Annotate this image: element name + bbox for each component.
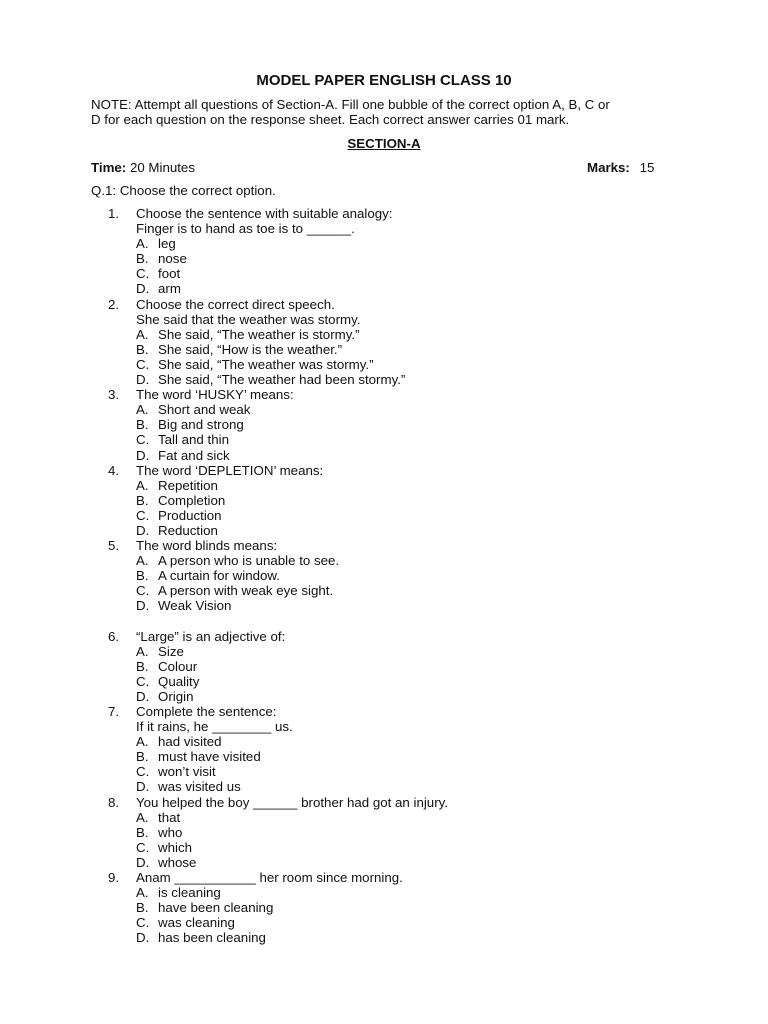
option-letter: C. — [136, 507, 150, 523]
option-text: arm — [158, 281, 181, 297]
question-item — [108, 795, 668, 870]
option-text: who — [158, 824, 183, 840]
answer-option — [108, 327, 668, 342]
time-value: 20 Minutes — [129, 160, 195, 175]
question-text: Anam ___________ her room since morning. — [136, 870, 403, 886]
question-number: 2. — [108, 296, 120, 312]
question-item — [108, 387, 668, 462]
option-text: that — [158, 809, 181, 825]
question-text: The word ‘HUSKY’ means: — [136, 387, 294, 403]
option-text: was visited us — [158, 779, 241, 795]
option-letter: D. — [136, 598, 150, 614]
question-item — [108, 704, 668, 795]
question-stem: Finger is to hand as toe is to ______. — [136, 221, 355, 237]
option-letter: B. — [136, 568, 149, 584]
option-text: She said, “How is the weather.” — [158, 341, 343, 357]
option-letter: B. — [136, 492, 149, 508]
marks-label: Marks: — [587, 160, 630, 175]
question-item — [108, 538, 668, 613]
option-letter: A. — [136, 734, 149, 750]
option-text: A person with weak eye sight. — [158, 583, 334, 599]
option-letter: B. — [136, 251, 149, 267]
question-text: You helped the boy ______ brother had got an injury. — [136, 794, 448, 810]
answer-option — [108, 251, 668, 266]
instructions-note — [91, 97, 691, 127]
answer-option — [108, 236, 668, 251]
option-letter: A. — [136, 809, 149, 825]
question-number: 9. — [108, 870, 120, 886]
option-letter: A. — [136, 553, 149, 569]
option-text: has been cleaning — [158, 930, 266, 946]
option-text: won’t visit — [158, 764, 216, 780]
option-letter: C. — [136, 356, 150, 372]
option-letter: D. — [136, 930, 150, 946]
option-text: which — [158, 839, 192, 855]
question-number: 5. — [108, 538, 120, 554]
question-row — [108, 795, 668, 810]
answer-option — [108, 478, 668, 493]
option-letter: D. — [136, 688, 150, 704]
answer-option — [108, 764, 668, 779]
option-letter: D. — [136, 854, 150, 870]
question-row — [108, 387, 668, 402]
answer-option — [108, 448, 668, 463]
option-text: have been cleaning — [158, 900, 274, 916]
question-item — [108, 870, 668, 945]
answer-option — [108, 930, 668, 945]
answer-option — [108, 432, 668, 447]
answer-option — [108, 810, 668, 825]
option-letter: C. — [136, 266, 150, 282]
option-text: Colour — [158, 658, 198, 674]
option-text: Reduction — [158, 522, 218, 538]
option-text: is cleaning — [158, 885, 221, 901]
time-info — [91, 160, 195, 175]
option-letter: A. — [136, 885, 149, 901]
question-row — [108, 629, 668, 644]
option-text: A curtain for window. — [158, 568, 280, 584]
option-text: She said, “The weather is stormy.” — [158, 326, 360, 342]
note-line: NOTE: Attempt all questions of Section-A. Fill one bubble of the correct option A, B, C or — [91, 97, 610, 112]
time-label: Time: — [91, 160, 127, 175]
option-letter: B. — [136, 749, 149, 765]
question-row — [108, 206, 668, 221]
answer-option — [108, 598, 668, 613]
question-text: Choose the sentence with suitable analogy: — [136, 206, 393, 221]
answer-option — [108, 885, 668, 900]
option-text: Tall and thin — [158, 432, 229, 448]
question-row — [108, 463, 668, 478]
option-text: Production — [158, 507, 222, 523]
option-text: foot — [158, 266, 181, 282]
option-text: whose — [158, 854, 197, 870]
option-letter: C. — [136, 915, 150, 931]
option-text: was cleaning — [158, 915, 235, 931]
answer-option — [108, 493, 668, 508]
question-row — [108, 704, 668, 719]
answer-option — [108, 417, 668, 432]
answer-option — [108, 855, 668, 870]
question-row — [108, 538, 668, 553]
answer-option — [108, 523, 668, 538]
option-letter: A. — [136, 326, 149, 342]
option-letter: C. — [136, 432, 150, 448]
option-letter: D. — [136, 779, 150, 795]
option-text: must have visited — [158, 749, 261, 765]
note-line: D for each question on the response sheet. Each correct answer carries 01 mark. — [91, 112, 570, 128]
option-text: She said, “The weather had been stormy.” — [158, 372, 406, 388]
option-text: leg — [158, 236, 176, 252]
option-text: Weak Vision — [158, 598, 232, 614]
option-text: Fat and sick — [158, 447, 230, 463]
question-number: 8. — [108, 794, 120, 810]
answer-option — [108, 749, 668, 764]
option-text: nose — [158, 251, 187, 267]
answer-option — [108, 779, 668, 794]
question-number: 7. — [108, 704, 120, 719]
answer-option — [108, 674, 668, 689]
answer-option — [108, 734, 668, 749]
answer-option — [108, 583, 668, 598]
question-text: Choose the correct direct speech. — [136, 296, 335, 312]
option-text: Short and weak — [158, 402, 251, 418]
question-text: The word blinds means: — [136, 538, 278, 554]
marks-value: 15 — [639, 160, 655, 175]
question-number: 3. — [108, 387, 120, 403]
option-letter: A. — [136, 402, 149, 418]
question-stem: If it rains, he ________ us. — [136, 719, 293, 735]
option-letter: B. — [136, 824, 149, 840]
question-item — [108, 206, 668, 297]
question-number: 4. — [108, 462, 120, 478]
option-text: She said, “The weather was stormy.” — [158, 356, 374, 372]
option-text: Quality — [158, 673, 200, 689]
option-letter: C. — [136, 673, 150, 689]
answer-option — [108, 689, 668, 704]
answer-option — [108, 357, 668, 372]
option-text: Origin — [158, 688, 194, 704]
option-text: Size — [158, 643, 184, 659]
option-letter: D. — [136, 281, 150, 297]
answer-option — [108, 659, 668, 674]
answer-option — [108, 568, 668, 583]
question-text: “Large” is an adjective of: — [136, 628, 286, 644]
option-letter: C. — [136, 583, 150, 599]
option-letter: B. — [136, 341, 149, 357]
answer-option — [108, 553, 668, 568]
answer-option — [108, 266, 668, 281]
answer-option — [108, 508, 668, 523]
option-letter: C. — [136, 764, 150, 780]
option-text: Big and strong — [158, 417, 244, 433]
option-letter: B. — [136, 658, 149, 674]
option-letter: D. — [136, 372, 150, 388]
option-text: Repetition — [158, 477, 218, 493]
question-number: 6. — [108, 628, 120, 644]
option-text: A person who is unable to see. — [158, 553, 340, 569]
marks-info — [587, 160, 654, 175]
question-text: Complete the sentence: — [136, 704, 277, 719]
answer-option — [108, 281, 668, 296]
option-letter: B. — [136, 417, 149, 433]
question-row — [108, 870, 668, 885]
answer-option — [108, 840, 668, 855]
page-title: MODEL PAPER ENGLISH CLASS 10 — [256, 72, 512, 89]
question-item — [108, 463, 668, 538]
question-stem: She said that the weather was stormy. — [136, 311, 361, 327]
question-number: 1. — [108, 206, 120, 221]
answer-option — [108, 372, 668, 387]
question-text: The word ‘DEPLETION’ means: — [136, 462, 324, 478]
answer-option — [108, 825, 668, 840]
option-letter: D. — [136, 447, 150, 463]
option-letter: D. — [136, 522, 150, 538]
question-list — [108, 206, 668, 946]
answer-option — [108, 342, 668, 357]
question-group-heading: Q.1: Choose the correct option. — [91, 183, 276, 198]
question-item — [108, 629, 668, 704]
answer-option — [108, 915, 668, 930]
option-letter: C. — [136, 839, 150, 855]
option-letter: B. — [136, 900, 149, 916]
answer-option — [108, 402, 668, 417]
option-text: Completion — [158, 492, 226, 508]
section-heading: SECTION-A — [347, 136, 421, 151]
option-letter: A. — [136, 477, 149, 493]
option-letter: A. — [136, 236, 149, 252]
option-letter: A. — [136, 643, 149, 659]
question-row — [108, 297, 668, 312]
answer-option — [108, 644, 668, 659]
option-text: had visited — [158, 734, 222, 750]
answer-option — [108, 900, 668, 915]
question-item — [108, 297, 668, 388]
